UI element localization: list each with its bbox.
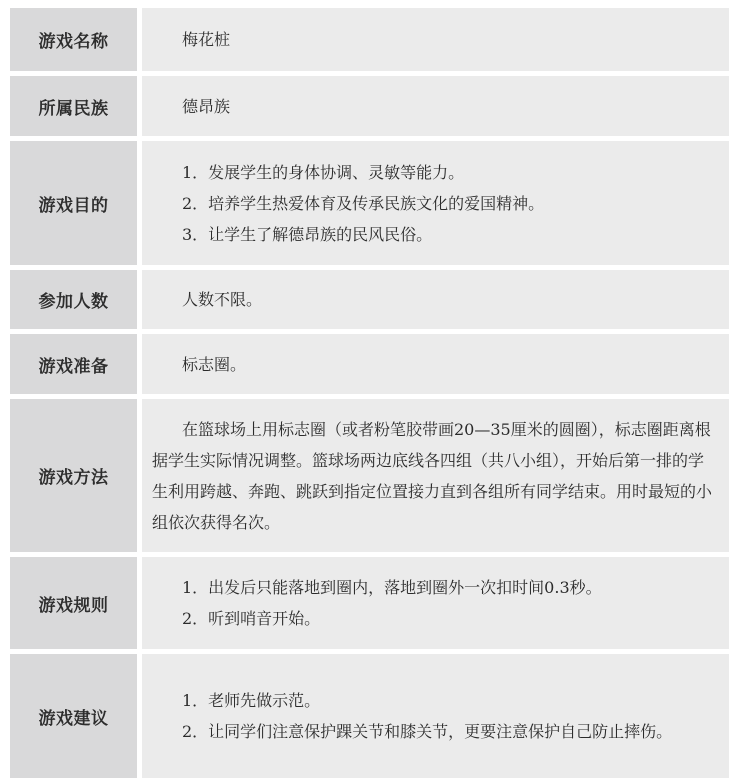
row-suggestions — [10, 654, 729, 778]
label-suggestions: 游戏建议 — [10, 654, 137, 778]
label-preparation: 游戏准备 — [10, 334, 137, 394]
value-participants — [142, 270, 729, 329]
row-game-purpose — [10, 141, 729, 265]
value-game-purpose — [142, 141, 729, 265]
game-name-text: 梅花桩 — [182, 30, 231, 49]
ethnic-group-text: 德昂族 — [182, 96, 231, 116]
row-rules — [10, 557, 729, 649]
label-participants: 参加人数 — [10, 270, 137, 329]
label-method: 游戏方法 — [10, 399, 137, 552]
row-preparation — [10, 334, 729, 394]
row-method — [10, 399, 729, 552]
suggestion-item: 1．老师先做示范。 — [182, 691, 321, 710]
label-rules: 游戏规则 — [10, 557, 137, 649]
rule-item: 2．听到哨音开始。 — [182, 609, 321, 628]
preparation-text: 标志圈。 — [182, 354, 247, 374]
label-game-name: 游戏名称 — [10, 8, 137, 71]
value-ethnic-group — [142, 76, 729, 136]
rule-item: 1．出发后只能落地到圈内，落地到圈外一次扣时间0.3秒。 — [182, 578, 602, 597]
value-preparation — [142, 334, 729, 394]
game-info-table — [10, 8, 729, 778]
value-game-name — [142, 8, 729, 71]
method-paragraph: 在篮球场上用标志圈（或者粉笔胶带画20—35厘米的圆圈），标志圈距离根据学生实际情况调整。篮球场两边底线各四组（共八小组），开始后第一排的学生利用跨越、奔跑、跳跃到指定位置接力直到各组所有同学结束。用时最短的小组依次获得名次。 — [152, 419, 713, 532]
suggestion-paragraph: 2．让同学们注意保护踝关节和膝关节，更要注意保护自己防止摔伤。 — [182, 722, 673, 741]
value-rules — [142, 557, 729, 649]
purpose-item: 3．让学生了解德昂族的民风民俗。 — [182, 224, 433, 244]
participants-text: 人数不限。 — [182, 290, 263, 309]
label-ethnic-group: 所属民族 — [10, 76, 137, 136]
purpose-item: 2．培养学生热爱体育及传承民族文化的爱国精神。 — [182, 193, 545, 213]
value-suggestions — [142, 654, 729, 778]
value-method — [142, 399, 729, 552]
label-game-purpose: 游戏目的 — [10, 141, 137, 265]
row-ethnic-group — [10, 76, 729, 136]
purpose-item: 1．发展学生的身体协调、灵敏等能力。 — [182, 162, 465, 182]
row-game-name — [10, 8, 729, 71]
row-participants — [10, 270, 729, 329]
